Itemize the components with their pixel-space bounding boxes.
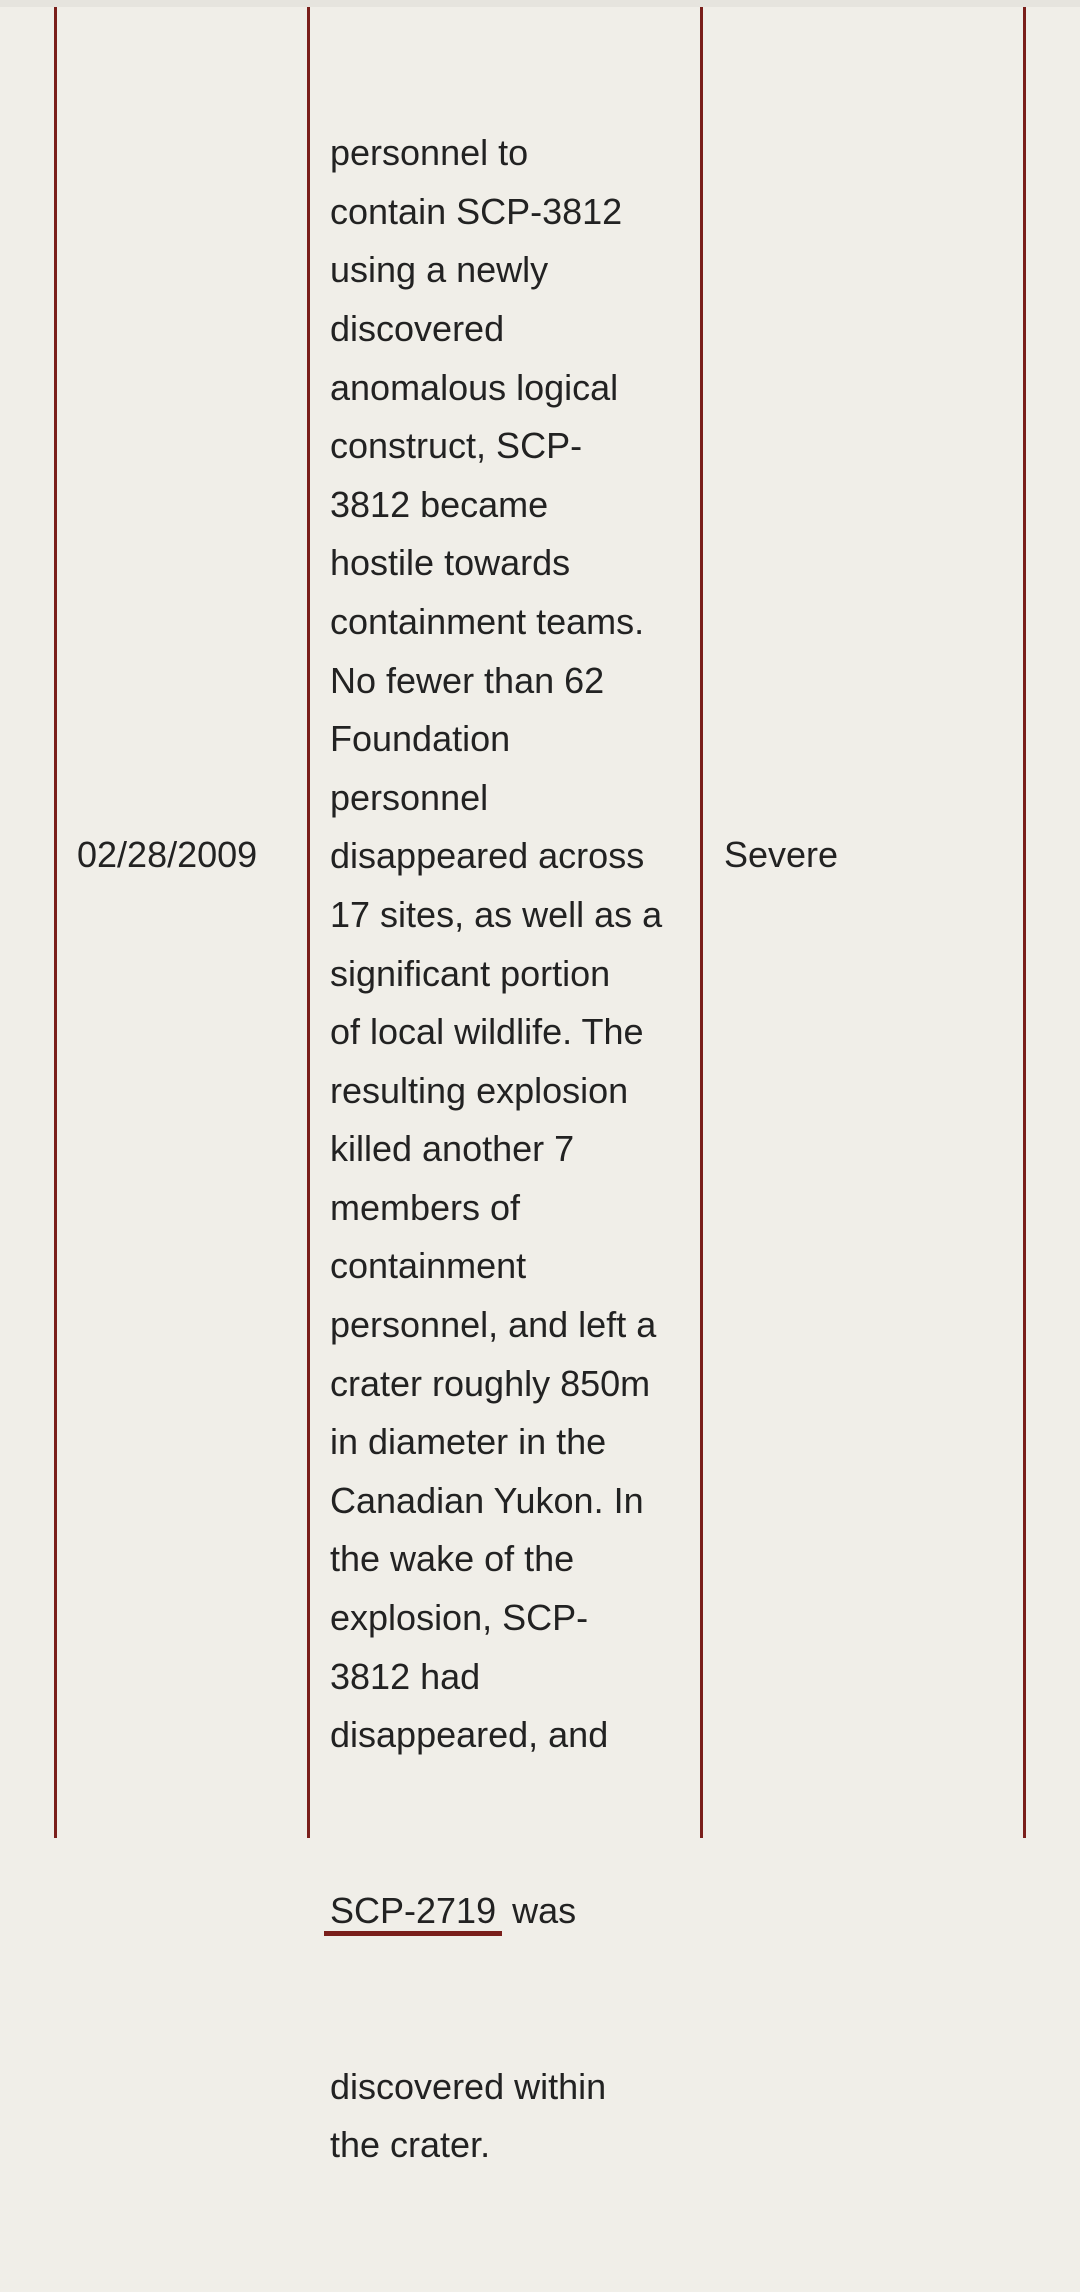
description-line: the crater. [330,2124,491,2166]
date-cell: 02/28/2009 [77,834,258,875]
description-line: personnel [330,776,489,818]
description-line: resulting explosion [330,1069,629,1111]
description-line: Foundation [330,718,511,760]
description-line: No fewer than 62 [330,659,605,701]
description-link-line [330,1882,690,1941]
description-line: containment teams. [330,600,645,642]
table-border-right [1023,7,1026,1838]
description-cell [330,7,690,2292]
description-line: personnel, and left a [330,1304,657,1346]
description-line: 3812 became [330,483,549,525]
description-line: Canadian Yukon. In [330,1479,644,1521]
description-line: anomalous logical [330,366,619,408]
description-line: explosion, SCP- [330,1597,589,1639]
description-line: construct, SCP- [330,425,583,467]
description-line: 3812 had [330,1655,481,1697]
description-line: members of [330,1186,521,1228]
description-line: hostile towards [330,542,571,584]
table-border-left [54,7,57,1838]
description-line: crater roughly 850m [330,1362,651,1404]
description-line: disappeared, and [330,1714,609,1756]
description-line: discovered within [330,2065,607,2107]
severity-cell: Severe [724,834,839,875]
description-line: contain SCP-3812 [330,190,623,232]
scp-2719-link[interactable]: SCP-2719 [324,1890,502,1936]
description-text [330,124,690,1765]
description-line: of local wildlife. The [330,1011,644,1053]
link-suffix-text: was [502,1890,577,1931]
description-line: 17 sites, as well as a [330,893,663,935]
description-line: killed another 7 [330,1128,575,1170]
description-text-end [330,2058,690,2175]
description-line: personnel to [330,132,529,174]
description-line: significant portion [330,952,611,994]
description-line: in diameter in the [330,1421,607,1463]
description-line: discovered [330,307,505,349]
description-line: containment [330,1245,527,1287]
column-divider-1 [307,7,310,1838]
description-line: disappeared across [330,835,645,877]
description-line: using a newly [330,249,549,291]
description-line: the wake of the [330,1538,575,1580]
top-edge [0,0,1080,7]
column-divider-2 [700,7,703,1838]
